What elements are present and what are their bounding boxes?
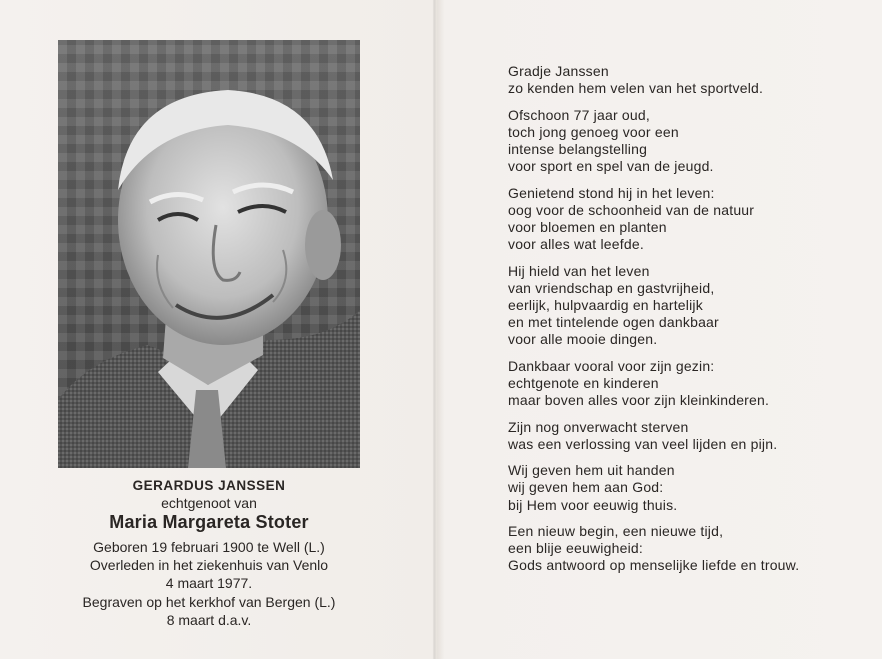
death-line: Overleden in het ziekenhuis van Venlo (89, 557, 329, 573)
poem-line: Hij hield van het leven (508, 262, 650, 279)
card-fold (433, 0, 436, 659)
poem-line: Ofschoon 77 jaar oud, (508, 106, 650, 123)
poem-line: Zijn nog onverwacht sterven (508, 418, 689, 435)
poem-line: maar boven alles voor zijn kleinkinderen. (508, 392, 770, 409)
poem-line: Genietend stond hij in het leven: (508, 184, 715, 201)
poem-line: Gradje Janssen (508, 63, 609, 79)
portrait-illustration (58, 40, 360, 468)
poem-line: bij Hem voor eeuwig thuis. (508, 496, 678, 513)
poem-line: van vriendschap en gastvrijheid, (508, 279, 715, 296)
relation-text: echtgenoot van (161, 495, 257, 511)
poem-stanza (508, 107, 868, 176)
poem-stanza (508, 63, 868, 97)
poem-line: een blije eeuwigheid: (508, 540, 643, 557)
birth-line: Geboren 19 februari 1900 te Well (L.) (93, 539, 325, 555)
poem-stanza (508, 358, 868, 410)
poem-line: voor alles wat leefde. (508, 236, 644, 253)
poem-line: intense belangstelling (508, 141, 648, 157)
death-date-line: 4 maart 1977. (165, 575, 253, 591)
poem-line: voor sport en spel van de jeugd. (508, 158, 714, 175)
poem-stanza (508, 185, 868, 254)
poem-line: echtgenote en kinderen (508, 375, 659, 391)
poem-stanza (508, 263, 868, 349)
memorial-poem (508, 63, 868, 584)
burial-line: Begraven op het kerkhof van Bergen (L.) (82, 594, 336, 610)
poem-line: en met tintelende ogen dankbaar (508, 314, 719, 331)
poem-stanza (508, 462, 868, 514)
poem-line: voor alle mooie dingen. (508, 331, 658, 348)
portrait-photo (58, 40, 360, 468)
poem-line: voor bloemen en planten (508, 219, 667, 235)
poem-stanza (508, 523, 868, 575)
poem-line: Wij geven hem uit handen (508, 462, 675, 479)
poem-line: wij geven hem aan God: (508, 479, 664, 496)
deceased-name: GERARDUS JANSSEN (132, 478, 286, 493)
spouse-name: Maria Margareta Stoter (109, 512, 309, 532)
burial-date-line: 8 maart d.a.v. (166, 612, 252, 628)
poem-line: toch jong genoeg voor een (508, 123, 679, 140)
poem-stanza (508, 419, 868, 453)
poem-line: zo kenden hem velen van het sportveld. (508, 80, 764, 97)
poem-line: oog voor de schoonheid van de natuur (508, 201, 755, 218)
poem-line: eerlijk, hulpvaardig en hartelijk (508, 297, 703, 313)
poem-line: Gods antwoord op menselijke liefde en trouw. (508, 557, 800, 574)
poem-line: was een verlossing van veel lijden en pijn. (508, 435, 778, 452)
poem-line: Een nieuw begin, een nieuwe tijd, (508, 522, 724, 539)
poem-line: Dankbaar vooral voor zijn gezin: (508, 357, 715, 374)
